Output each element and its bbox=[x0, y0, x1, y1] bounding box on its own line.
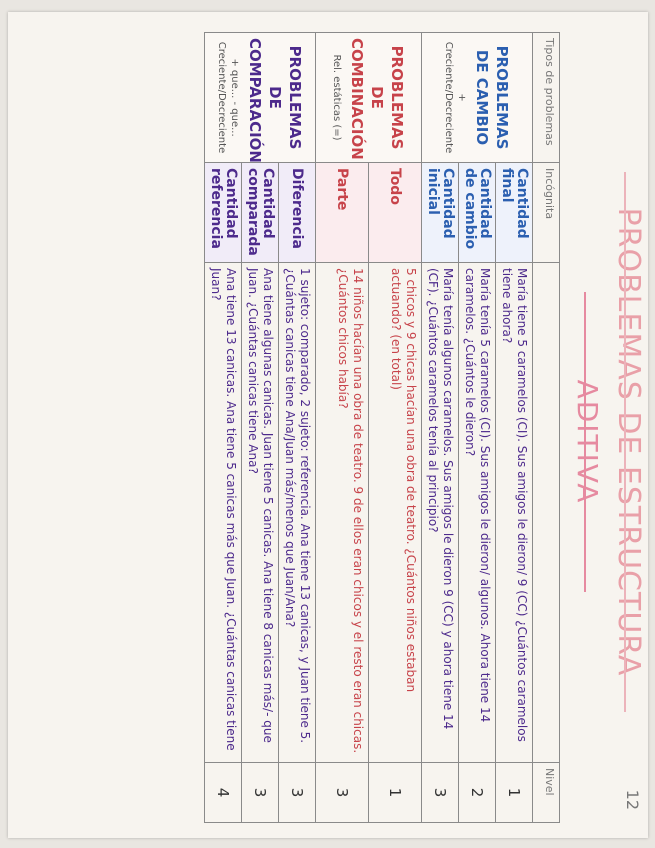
rotated-page-content bbox=[8, 12, 648, 838]
level-cell: 3 bbox=[279, 763, 316, 823]
level-cell: 2 bbox=[459, 763, 496, 823]
unknown-cell: Parte bbox=[316, 163, 369, 263]
page-subtitle: ADITIVA bbox=[571, 312, 604, 572]
unknown-cell: Cantidad de cambio bbox=[459, 163, 496, 263]
example-cell: María tenía algunos caramelos. Sus amigos le dieron 9 (CC) y ahora tiene 14 (CF). ¿Cuántos caramelos tenía al principio? bbox=[422, 263, 459, 763]
example-cell: María tenía 5 caramelos (CI). Sus amigos le dieron/ algunos. Ahora tiene 14 caramelos. ¿Cuántos le dieron? bbox=[459, 263, 496, 763]
level-cell: 4 bbox=[205, 763, 242, 823]
header-tipos: Tipos de problemas bbox=[533, 33, 560, 163]
unknown-cell: Cantidad final bbox=[496, 163, 533, 263]
example-cell: Ana tiene algunas canicas. Juan tiene 5 canicas. Ana tiene 8 canicas más/- que Juan. ¿Cuántas canicas tiene Ana? bbox=[242, 263, 279, 763]
group-combinacion bbox=[316, 33, 422, 163]
example-cell: 14 niños hacían una obra de teatro. 9 de ellos eran chicos y el resto eran chicas. ¿Cuántos chicos había? bbox=[316, 263, 369, 763]
group-cambio bbox=[422, 33, 533, 163]
group-label: PROBLEMAS DE COMPARACIÓN bbox=[246, 38, 304, 163]
group-label: PROBLEMAS DE CAMBIO bbox=[473, 45, 511, 150]
example-cell: María tiene 5 caramelos (CI). Sus amigos le dieron/ 9 (CC) ¿Cuántos caramelos tiene ahora? bbox=[496, 263, 533, 763]
level-cell: 3 bbox=[316, 763, 369, 823]
example-cell: 1 sujeto: comparado, 2 sujeto: referencia. Ana tiene 13 canicas, y Juan tiene 5. ¿Cuántas canicas tiene Ana/Juan más/menos que Juan/Ana? bbox=[279, 263, 316, 763]
group-note: + que... - que... Creciente/Decreciente bbox=[216, 41, 240, 154]
level-cell: 3 bbox=[242, 763, 279, 823]
level-cell: 1 bbox=[496, 763, 533, 823]
table-row bbox=[369, 33, 422, 823]
header-nivel: Nivel bbox=[533, 763, 560, 823]
group-label: PROBLEMAS DE COMBINACIÓN bbox=[348, 38, 406, 160]
page-number: 12 bbox=[623, 789, 642, 810]
level-cell: 3 bbox=[422, 763, 459, 823]
level-cell: 1 bbox=[369, 763, 422, 823]
unknown-cell: Cantidad inicial bbox=[422, 163, 459, 263]
header-incognita: Incógnita bbox=[533, 163, 560, 263]
unknown-cell: Diferencia bbox=[279, 163, 316, 263]
notebook-page bbox=[8, 12, 648, 838]
problems-table bbox=[204, 32, 560, 823]
header-ejemplo bbox=[533, 263, 560, 763]
group-comparacion bbox=[205, 33, 316, 163]
table-row bbox=[279, 33, 316, 823]
group-note: Rel. estáticas (=) bbox=[331, 54, 342, 141]
unknown-cell: Cantidad referencia bbox=[205, 163, 242, 263]
example-cell: Ana tiene 13 canicas. Ana tiene 5 canicas más que Juan. ¿Cuántas canicas tiene Juan? bbox=[205, 263, 242, 763]
page-title: PROBLEMAS DE ESTRUCTURA bbox=[611, 162, 646, 722]
unknown-cell: Todo bbox=[369, 163, 422, 263]
example-cell: 5 chicos y 9 chicas hacían una obra de teatro. ¿Cuántos niños estaban actuando? (en total) bbox=[369, 263, 422, 763]
unknown-cell: Cantidad comparada bbox=[242, 163, 279, 263]
table-row bbox=[496, 33, 533, 823]
group-note: + Creciente/Decreciente bbox=[443, 41, 467, 154]
table-header-row bbox=[533, 33, 560, 823]
